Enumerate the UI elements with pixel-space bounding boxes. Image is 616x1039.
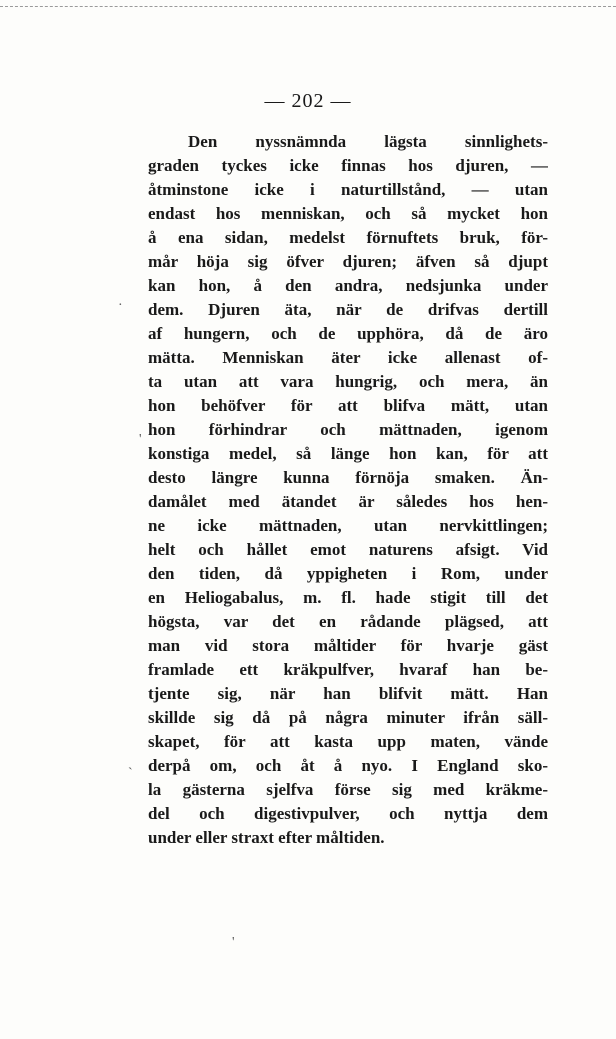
text-line: kan hon, å den andra, nedsjunka under xyxy=(148,276,548,295)
text-line: skillde sig då på några minuter ifrån säll- xyxy=(148,708,548,727)
text-line: del och digestivpulver, och nyttja dem xyxy=(148,804,548,823)
text-line: ta utan att vara hungrig, och mera, än xyxy=(148,372,548,391)
page-number: — 202 — xyxy=(264,90,352,112)
text-line: den tiden, då yppigheten i Rom, under xyxy=(148,564,548,583)
body-paragraph xyxy=(148,130,548,850)
text-line: ne icke mättnaden, utan nervkittlingen; xyxy=(148,516,548,535)
text-line: Den nyssnämnda lägsta sinnlighets- xyxy=(188,132,548,151)
text-line: man vid stora måltider för hvarje gäst xyxy=(148,636,548,655)
text-line: dem. Djuren äta, när de drifvas dertill xyxy=(148,300,548,319)
margin-speck: ' xyxy=(139,432,142,447)
text-line: framlade ett kräkpulfver, hvaraf han be- xyxy=(148,660,548,679)
text-line: derpå om, och åt å nyo. I England sko- xyxy=(148,756,548,775)
text-line: desto längre kunna förnöja smaken. Än- xyxy=(148,468,548,487)
text-line: en Heliogabalus, m. fl. hade stigit till det xyxy=(148,588,548,607)
page-top-edge-rule xyxy=(0,6,616,7)
text-line: åtminstone icke i naturtillstånd, — utan xyxy=(148,180,548,199)
text-line: endast hos menniskan, och så mycket hon xyxy=(148,204,548,223)
text-line: mätta. Menniskan äter icke allenast of- xyxy=(148,348,548,367)
text-line: å ena sidan, medelst förnuftets bruk, för- xyxy=(148,228,548,247)
text-line: skapet, för att kasta upp maten, vände xyxy=(148,732,548,751)
text-line: hon förhindrar och mättnaden, igenom xyxy=(148,420,548,439)
text-line: graden tyckes icke finnas hos djuren, — xyxy=(148,156,548,175)
text-line: damålet med ätandet är således hos hen- xyxy=(148,492,548,511)
text-line: helt och hållet emot naturens afsigt. Vid xyxy=(148,540,548,559)
text-line: la gästerna sjelfva förse sig med kräkme- xyxy=(148,780,548,799)
text-line: konstiga medel, så länge hon kan, för att xyxy=(148,444,548,463)
text-line: mår höja sig öfver djuren; äfven så djupt xyxy=(148,252,548,271)
margin-speck: ' xyxy=(232,935,235,950)
text-line: tjente sig, när han blifvit mätt. Han xyxy=(148,684,548,703)
text-line: af hungern, och de upphöra, då de äro xyxy=(148,324,548,343)
text-line: hon behöfver för att blifva mätt, utan xyxy=(148,396,548,415)
text-line: högsta, var det en rådande plägsed, att xyxy=(148,612,548,631)
margin-speck: ` xyxy=(128,766,133,781)
margin-speck: · xyxy=(118,298,123,313)
text-line: under eller straxt efter måltiden. xyxy=(148,828,385,847)
